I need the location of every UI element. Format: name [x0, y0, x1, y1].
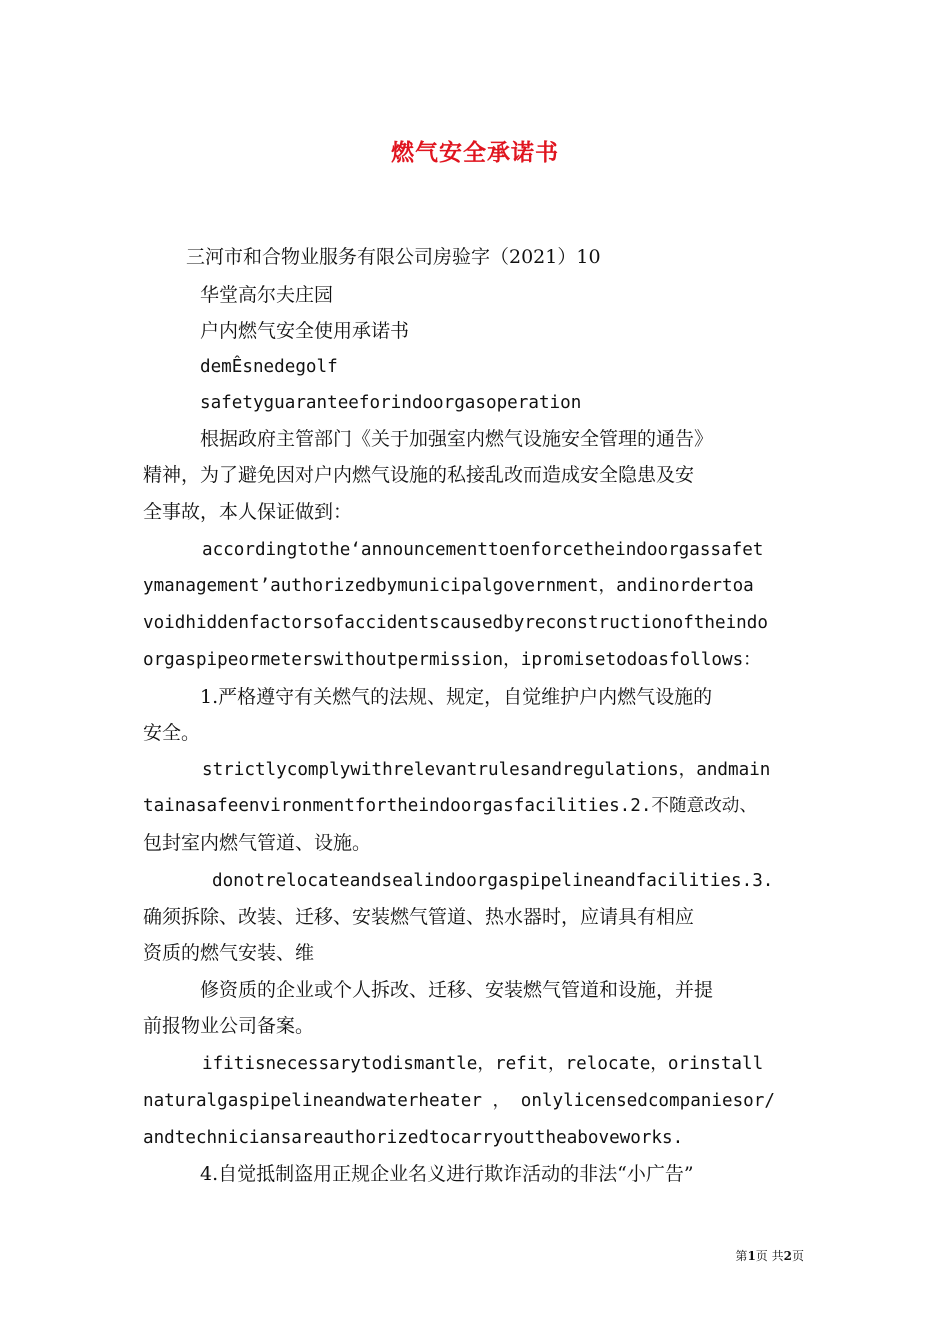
document-title: 燃气安全承诺书 [391, 139, 559, 166]
body-line: 1.严格遵守有关燃气的法规、规定，自觉维护户内燃气设施的 [200, 686, 713, 708]
body-line: 前报物业公司备案。 [143, 1015, 315, 1037]
footer-middle: 页 共 [755, 1249, 784, 1263]
body-line: 根据政府主管部门《关于加强室内燃气设施安全管理的通告》 [200, 428, 714, 450]
body-line: 包封室内燃气管道、设施。 [143, 832, 372, 854]
body-line: ifitisnecessarytodismantle，refit，relocate，orinstall [202, 1054, 764, 1074]
body-line: 户内燃气安全使用承诺书 [200, 320, 410, 342]
body-line: andtechniciansareauthorizedtocarryouttheaboveworks. [143, 1128, 684, 1148]
body-line: accordingtothe‘announcementtoenforcetheindoorgassafet [202, 540, 764, 560]
body-line: voidhiddenfactorsofaccidentscausedbyreconstructionoftheindo [143, 613, 768, 633]
body-line: 三河市和合物业服务有限公司房验字（2021）10 [186, 246, 601, 268]
body-line: ymanagement’authorizedbymunicipalgovernment，andinordertoa [143, 576, 754, 596]
body-line: demÊsnedegolf [200, 357, 338, 377]
body-line: naturalgaspipelineandwaterheater ， onlylicensedcompaniesor/ [143, 1091, 775, 1111]
footer-prefix: 第 [735, 1249, 748, 1263]
body-line: strictlycomplywithrelevantrulesandregulations，andmain [202, 760, 771, 780]
body-line: safetyguaranteeforindoorgasoperation [200, 393, 582, 413]
page-footer [735, 1247, 804, 1264]
body-line: 资质的燃气安装、维 [143, 942, 315, 964]
footer-suffix: 页 [791, 1249, 804, 1263]
body-line: 修资质的企业或个人拆改、迁移、安装燃气管道和设施，并提 [200, 979, 714, 1001]
body-line: 精神，为了避免因对户内燃气设施的私接乱改而造成安全隐患及安 [143, 464, 695, 486]
footer-total-pages: 2 [783, 1249, 792, 1263]
body-line: donotrelocateandsealindoorgaspipelineandfacilities.3. [212, 871, 774, 891]
body-line: 全事故，本人保证做到： [143, 501, 353, 523]
body-line: 安全。 [143, 722, 201, 744]
body-line: 确须拆除、改装、迁移、安装燃气管道、热水器时，应请具有相应 [143, 906, 695, 928]
footer-current-page: 1 [747, 1249, 756, 1263]
body-line: orgaspipeormeterswithoutpermission，ipromisetodoasfollows： [143, 650, 761, 670]
body-line: tainasafeenvironmentfortheindoorgasfacilities.2.不随意改动、 [143, 796, 757, 816]
body-line: 4.自觉抵制盗用正规企业名义进行欺诈活动的非法“小广告” [200, 1163, 694, 1185]
body-line: 华堂高尔夫庄园 [200, 284, 334, 306]
